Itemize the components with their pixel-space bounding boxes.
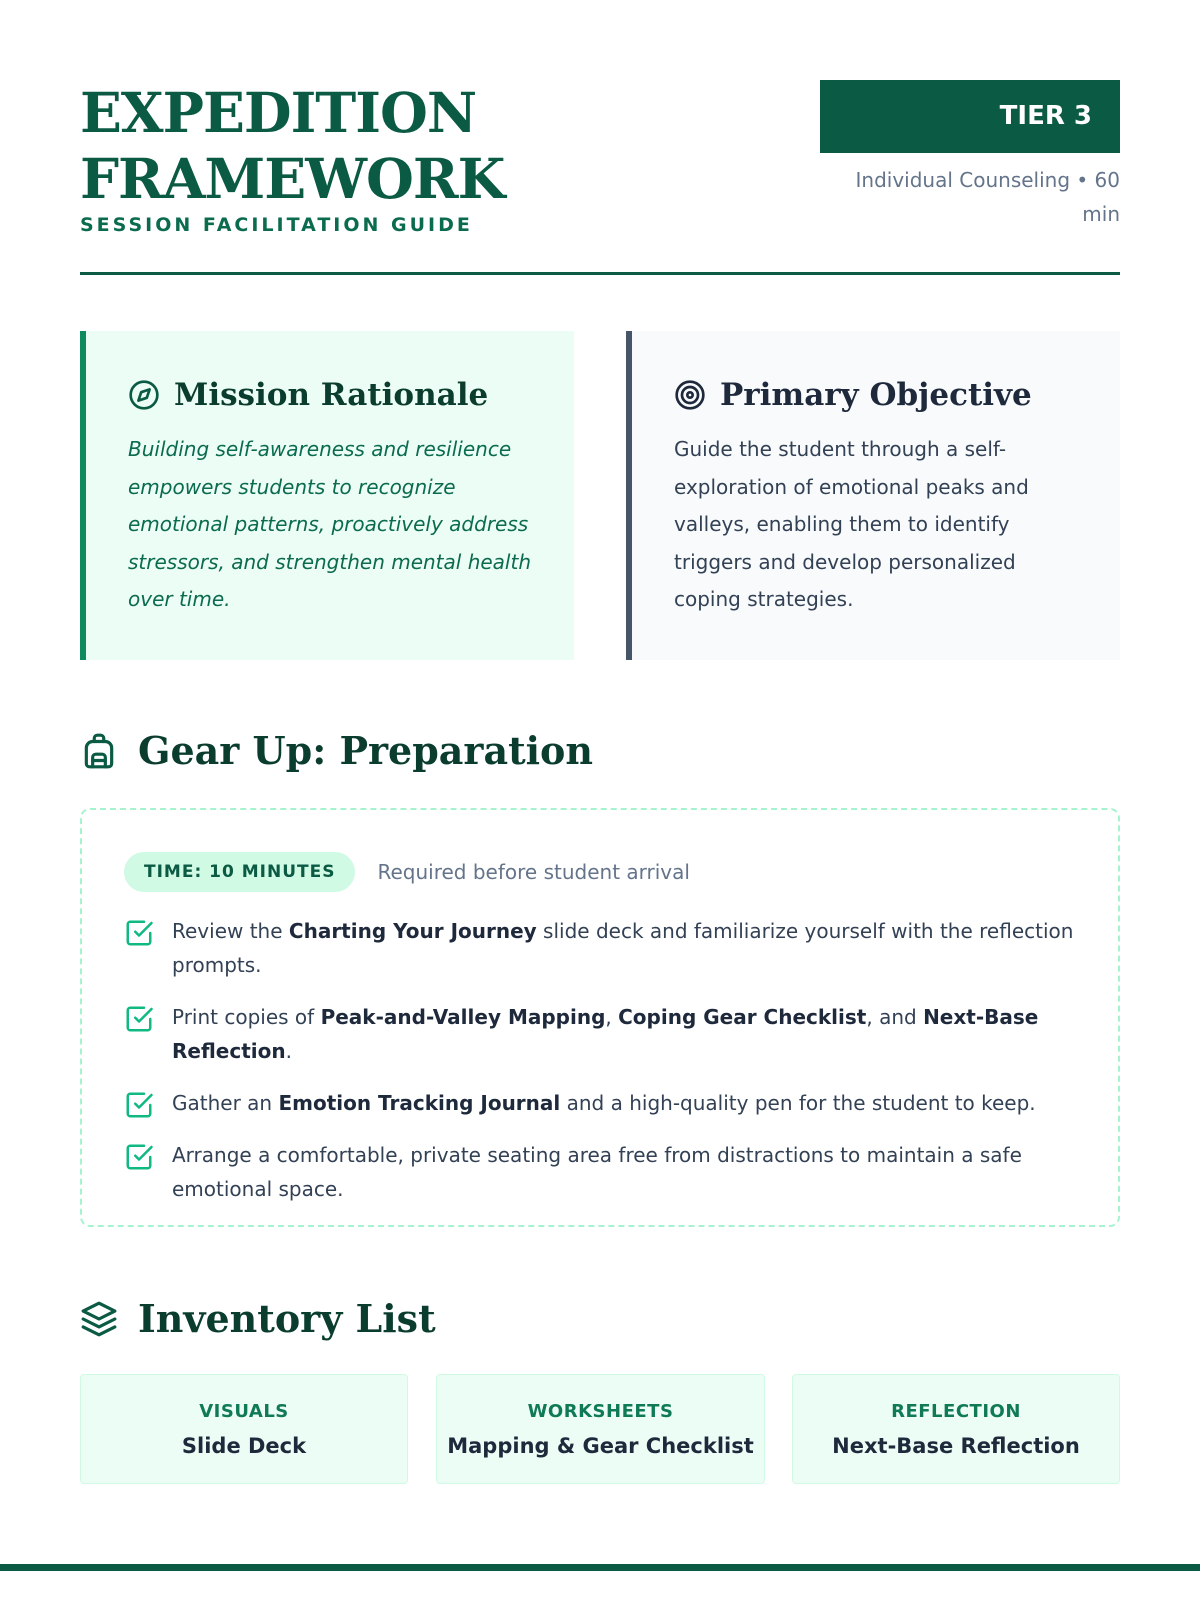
- objective-body: Guide the student through a self-exploration of emotional peaks and valleys, enabling them to identify triggers and develop personalized coping strategies.: [674, 437, 1029, 611]
- inventory-label: WORKSHEETS: [527, 1401, 674, 1422]
- checklist-item: [124, 1086, 1076, 1120]
- checklist-item-emphasis: Charting Your Journey: [288, 919, 537, 943]
- session-meta: Individual Counseling • 60 min: [855, 168, 1120, 226]
- checklist-item: [124, 1138, 1076, 1206]
- prep-top-row: [124, 852, 1076, 892]
- checklist-item-text: [172, 1138, 1076, 1206]
- inventory-card-reflection: [792, 1374, 1120, 1484]
- checklist-item-segment: ,: [605, 1005, 619, 1029]
- target-icon: [674, 379, 706, 411]
- checklist-item-text: [172, 1000, 1076, 1068]
- checkbox-checked-icon: [124, 1090, 154, 1120]
- checklist-item-segment: Arrange a comfortable, private seating area free from distractions to maintain a safe emotional space.: [172, 1143, 1022, 1201]
- inventory-label: VISUALS: [199, 1401, 289, 1422]
- checklist-item-segment: Print copies of: [172, 1005, 321, 1029]
- header-divider: [80, 272, 1120, 275]
- title-line-2: FRAMEWORK: [80, 146, 505, 211]
- inventory-value: Next-Base Reflection: [832, 1434, 1080, 1458]
- inventory-section-header: [80, 1296, 436, 1341]
- checklist-item-emphasis: Peak-and-Valley Mapping: [320, 1005, 606, 1029]
- inventory-section-title: Inventory List: [138, 1296, 436, 1341]
- checklist-item-segment: and a high-quality pen for the student to keep.: [560, 1091, 1036, 1115]
- prep-checklist: [124, 914, 1076, 1206]
- checklist-item-segment: Review the: [172, 919, 289, 943]
- checkbox-checked-icon: [124, 918, 154, 948]
- checklist-item-text: [172, 1086, 1036, 1120]
- checklist-item-emphasis: Coping Gear Checklist: [618, 1005, 867, 1029]
- mission-body: Building self-awareness and resilience empowers students to recognize emotional patterns, proactively address stressors, and strengthen mental health over time.: [128, 437, 532, 611]
- objective-card-header: [674, 373, 1080, 417]
- inventory-value: Slide Deck: [181, 1434, 307, 1458]
- checkbox-checked-icon: [124, 1142, 154, 1172]
- main-title: [80, 80, 600, 212]
- layers-icon: [80, 1300, 118, 1338]
- objective-card: [626, 331, 1120, 660]
- checklist-item-segment: .: [285, 1039, 292, 1063]
- inventory-label: REFLECTION: [891, 1401, 1021, 1422]
- prep-box: [80, 808, 1120, 1227]
- prep-section-header: [80, 728, 593, 773]
- objective-title: Primary Objective: [720, 377, 1032, 413]
- subtitle: SESSION FACILITATION GUIDE: [80, 214, 473, 236]
- checklist-item-segment: slide deck and familiarize yourself with the reflection prompts.: [172, 919, 1074, 977]
- inventory-card-worksheets: [436, 1374, 765, 1484]
- checkbox-checked-icon: [124, 1004, 154, 1034]
- backpack-icon: [80, 732, 118, 770]
- compass-icon: [128, 379, 160, 411]
- checklist-item-segment: , and: [866, 1005, 924, 1029]
- checklist-item-emphasis: Emotion Tracking Journal: [278, 1091, 561, 1115]
- footer-bar: [0, 1564, 1200, 1571]
- intro-cards: [80, 331, 1120, 660]
- mission-card: [80, 331, 574, 660]
- checklist-item-segment: Gather an: [172, 1091, 279, 1115]
- prep-note: Required before student arrival: [377, 860, 690, 884]
- checklist-item: [124, 914, 1076, 982]
- checklist-item-emphasis: Next-Base Reflection: [172, 1005, 1039, 1063]
- inventory-cards: [80, 1374, 1120, 1484]
- checklist-item: [124, 1000, 1076, 1068]
- tier-badge: TIER 3: [820, 80, 1120, 153]
- checklist-item-text: [172, 914, 1076, 982]
- header: [80, 80, 1120, 276]
- tier-box: [820, 80, 1120, 231]
- prep-section-title: Gear Up: Preparation: [138, 728, 594, 773]
- mission-title: Mission Rationale: [174, 377, 489, 413]
- title-line-1: EXPEDITION: [80, 80, 477, 145]
- inventory-card-visuals: [80, 1374, 408, 1484]
- time-badge: TIME: 10 MINUTES: [124, 852, 355, 892]
- inventory-value: Mapping & Gear Checklist: [447, 1434, 754, 1458]
- mission-card-header: [128, 373, 534, 417]
